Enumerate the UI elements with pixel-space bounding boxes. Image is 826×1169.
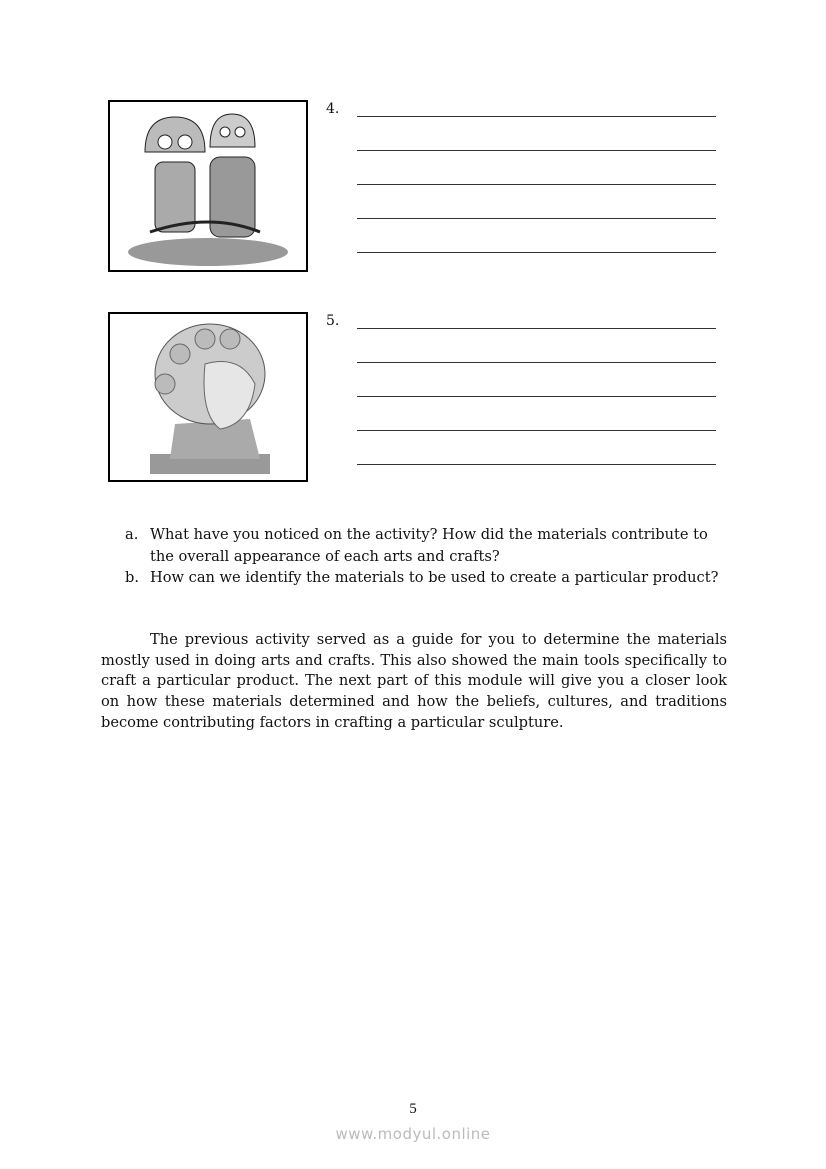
answer-line[interactable] [357, 362, 716, 363]
answer-line[interactable] [357, 116, 716, 117]
answer-line[interactable] [357, 218, 716, 219]
question-text: How can we identify the materials to be used to create a particular product? [150, 569, 719, 586]
watermark: www.modyul.online [335, 1125, 491, 1143]
answer-line[interactable] [357, 328, 716, 329]
answer-line[interactable] [357, 150, 716, 151]
answer-line[interactable] [357, 252, 716, 253]
question-marker: a. [125, 526, 139, 543]
answer-line[interactable] [357, 184, 716, 185]
question-item [125, 524, 730, 567]
body-paragraph: The previous activity served as a guide for you to determine the materials mostly used in doing arts and crafts. This also showed the main tools specifically to craft a particular product. The next part of this module will give you a closer look on how these materials determined and how the beliefs, cultures, and traditions become contributing factors in crafting a particular sculpture. [101, 631, 727, 731]
question-marker: b. [125, 569, 139, 586]
answer-line[interactable] [357, 396, 716, 397]
robot-sculpture-image [108, 100, 308, 272]
bust-sculpture-image [108, 312, 308, 482]
answer-line[interactable] [357, 464, 716, 465]
question-text: What have you noticed on the activity? How did the materials contribute to the overall appearance of each arts and crafts? [150, 526, 708, 565]
answer-line[interactable] [357, 430, 716, 431]
question-list [125, 524, 730, 589]
page-number: 5 [409, 1101, 417, 1117]
item-number: 4. [326, 101, 340, 117]
question-item [125, 567, 730, 589]
item-number: 5. [326, 313, 340, 329]
